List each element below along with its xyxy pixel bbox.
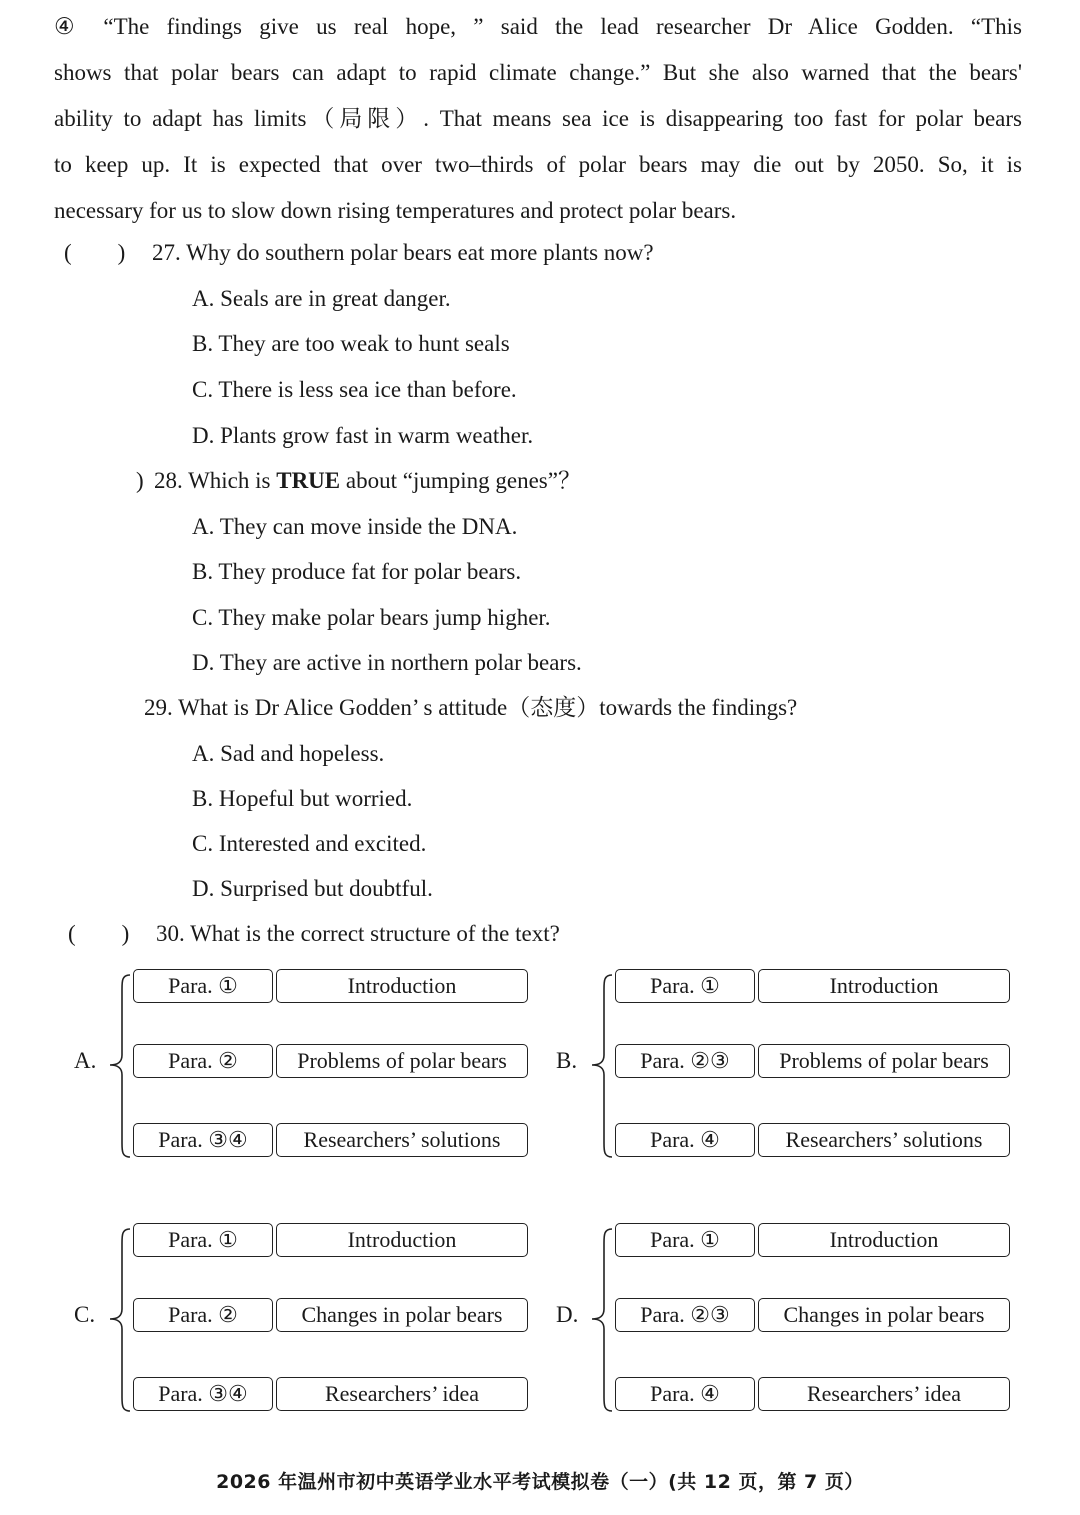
para-label-box: Para. ③④ [133, 1123, 273, 1157]
question-30 [68, 919, 560, 949]
para-description-box: Researchers’ idea [758, 1377, 1010, 1411]
para-label-box: Para. ① [133, 969, 273, 1003]
para-description-box: Introduction [276, 969, 528, 1003]
passage-line: to keep up. It is expected that over two–thirds of polar bears may die out by 2050. So, it is [54, 152, 1022, 177]
para-description-box: Introduction [758, 1223, 1010, 1257]
para-description-box: Problems of polar bears [276, 1044, 528, 1078]
answer-bracket[interactable]: ( ) [68, 921, 130, 946]
para-label-box: Para. ③④ [133, 1377, 273, 1411]
structure-option-letter: A. [74, 1048, 97, 1073]
para-description-box: Researchers’ solutions [276, 1123, 528, 1157]
curly-brace-icon [108, 971, 134, 1163]
para-label-box: Para. ② [133, 1044, 273, 1078]
passage-line: ④ “The findings give us real hope, ” said the lead researcher Dr Alice Godden. “This [54, 14, 1022, 39]
structure-option-letter: C. [74, 1302, 96, 1327]
para-description-box: Researchers’ idea [276, 1377, 528, 1411]
option-29-a: A. Sad and hopeless. [192, 741, 385, 766]
question-text-bold: TRUE [276, 468, 341, 493]
curly-brace-icon [590, 971, 616, 1163]
para-description-box: Researchers’ solutions [758, 1123, 1010, 1157]
question-27 [64, 238, 654, 268]
option-28-b: B. They produce fat for polar bears. [192, 559, 522, 584]
option-27-d: D. Plants grow fast in warm weather. [192, 423, 534, 448]
question-29: 29. What is Dr Alice Godden’ s attitude（态度）towards the findings? [144, 695, 798, 720]
para-description-box: Introduction [758, 969, 1010, 1003]
para-label-box: Para. ① [615, 969, 755, 1003]
para-label-box: Para. ④ [615, 1377, 755, 1411]
structure-option-letter: B. [556, 1048, 578, 1073]
option-28-d: D. They are active in northern polar bears. [192, 650, 582, 675]
option-29-b: B. Hopeful but worried. [192, 786, 413, 811]
para-label-box: Para. ②③ [615, 1044, 755, 1078]
answer-bracket[interactable]: ) [136, 468, 144, 493]
para-label-box: Para. ① [133, 1223, 273, 1257]
para-label-box: Para. ② [133, 1298, 273, 1332]
para-description-box: Introduction [276, 1223, 528, 1257]
question-text: 28. Which is [154, 468, 277, 493]
option-29-c: C. Interested and excited. [192, 831, 427, 856]
question-text: about “jumping genes”？ [340, 468, 581, 493]
option-27-a: A. Seals are in great danger. [192, 286, 451, 311]
para-description-box: Changes in polar bears [276, 1298, 528, 1332]
para-label-box: Para. ④ [615, 1123, 755, 1157]
para-label-box: Para. ②③ [615, 1298, 755, 1332]
option-28-a: A. They can move inside the DNA. [192, 514, 518, 539]
passage-paragraph [54, 4, 1022, 234]
curly-brace-icon [108, 1225, 134, 1417]
option-29-d: D. Surprised but doubtful. [192, 876, 433, 901]
option-27-b: B. They are too weak to hunt seals [192, 331, 510, 356]
para-description-box: Problems of polar bears [758, 1044, 1010, 1078]
para-label-box: Para. ① [615, 1223, 755, 1257]
question-text: 27. Why do southern polar bears eat more plants now? [152, 240, 654, 265]
structure-option-letter: D. [556, 1302, 579, 1327]
option-28-c: C. They make polar bears jump higher. [192, 605, 551, 630]
curly-brace-icon [590, 1225, 616, 1417]
question-text: 30. What is the correct structure of the text? [156, 921, 560, 946]
page-footer: 2026 年温州市初中英语学业水平考试模拟卷（一）(共 12 页，第 7 页） [216, 1471, 864, 1493]
para-description-box: Changes in polar bears [758, 1298, 1010, 1332]
option-27-c: C. There is less sea ice than before. [192, 377, 517, 402]
passage-line: ability to adapt has limits（局限）. That means sea ice is disappearing too fast for polar bears [54, 106, 1022, 131]
question-28 [136, 466, 581, 496]
answer-bracket[interactable]: ( ) [64, 240, 126, 265]
passage-line: necessary for us to slow down rising temperatures and protect polar bears. [54, 198, 737, 223]
passage-line: shows that polar bears can adapt to rapid climate change.” But she also warned that the bears' [54, 60, 1022, 85]
